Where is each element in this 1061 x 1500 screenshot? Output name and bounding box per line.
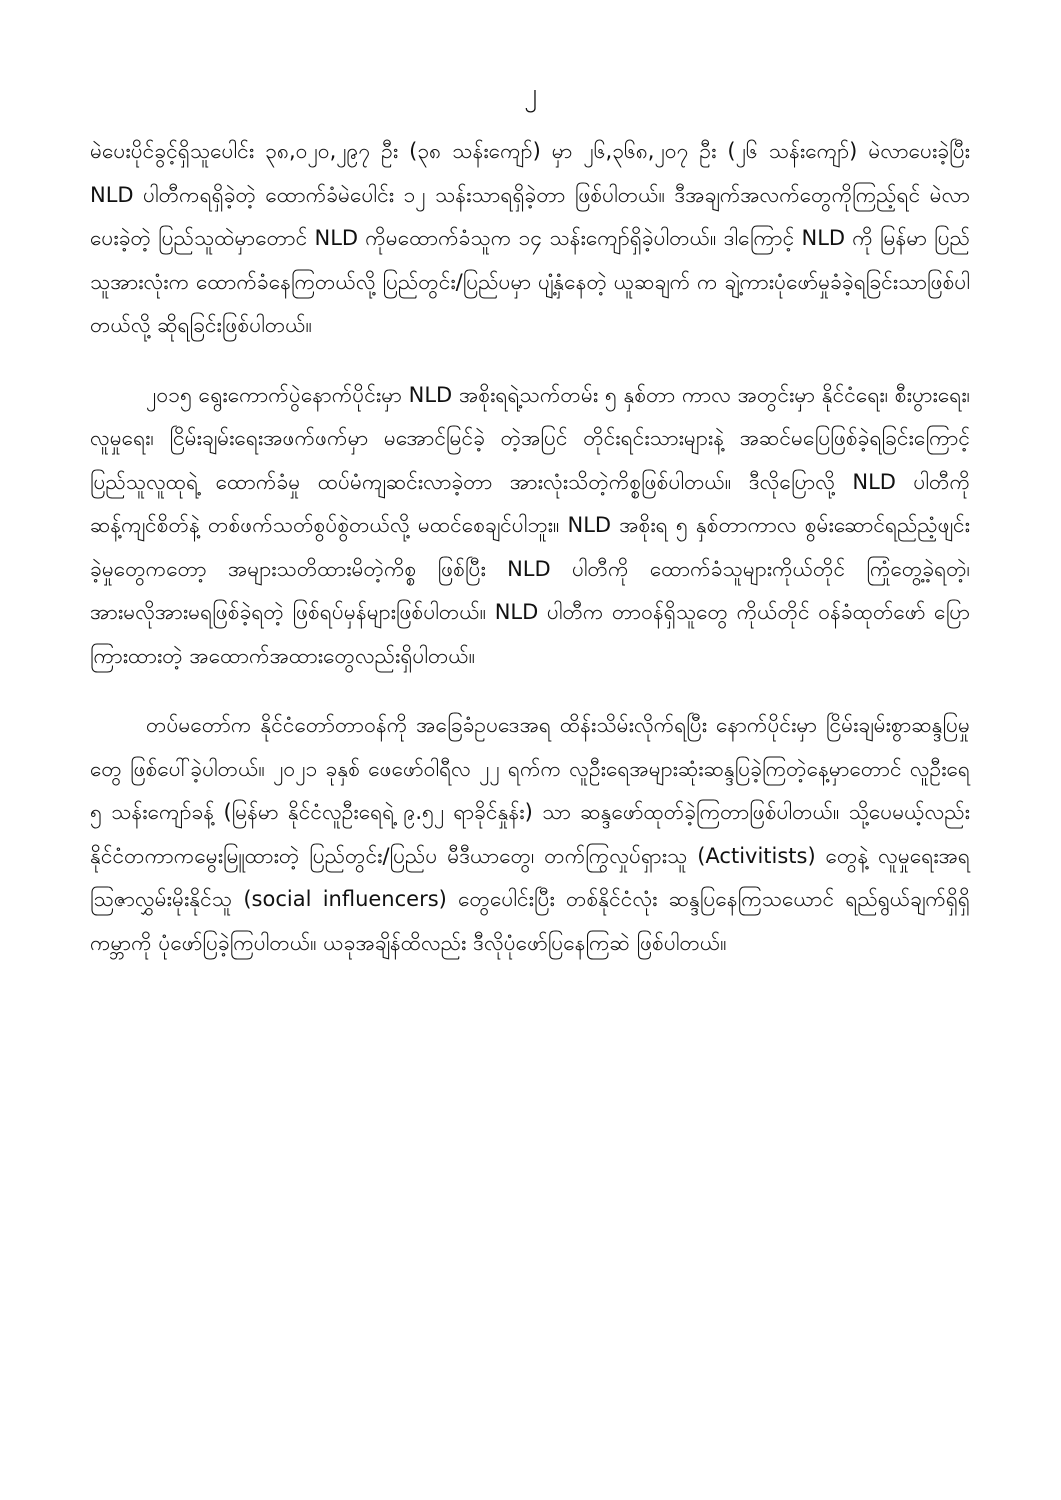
page-number: ၂ (524, 78, 537, 108)
body-text (90, 130, 970, 991)
paragraph-1: မဲပေးပိုင်ခွင့်ရှိသူပေါင်း ၃၈,၀၂၀,၂၉၇ ဦး (၃၈ သန်းကျော်) မှာ ၂၆,၃၆၈,၂၀၇ ဦး (၂၆ သန်းကျော်) မဲလာပေးခဲ့ပြီး NLD ပါတီကရရှိခဲ့တဲ့ ထောက်ခံမဲပေါင်း ၁၂ သန်းသာရရှိခဲ့တာ ဖြစ်ပါတယ်။ ဒီအချက်အလက်တွေကိုကြည့်ရင် မဲလာပေးခဲ့တဲ့ ပြည်သူထဲမှာတောင် NLD ကိုမထောက်ခံသူက ၁၄ သန်းကျော်ရှိခဲ့ပါတယ်။ ဒါကြောင့် NLD ကို မြန်မာ ပြည်သူအားလုံးက ထောက်ခံနေကြတယ်လို့ ပြည်တွင်း/ပြည်ပမှာ ပျံ့နှံနေတဲ့ ယူဆချက် က ချဲ့ကားပုံဖော်မှုခံခဲ့ရခြင်းသာဖြစ်ပါတယ်လို့ ဆိုရခြင်းဖြစ်ပါတယ်။ (90, 139, 970, 337)
paragraph-3: တပ်မတော်က နိုင်ငံတော်တာဝန်ကို အခြေခံဥပဒေအရ ထိန်းသိမ်းလိုက်ရပြီး နောက်ပိုင်းမှာ ငြိမ်းချမ်းစွာဆန္ဒပြမှုတွေ ဖြစ်ပေါ်ခဲ့ပါတယ်။ ၂၀၂၁ ခုနှစ် ဖေဖော်ဝါရီလ ၂၂ ရက်က လူဦးရေအများဆုံးဆန္ဒပြခဲ့ကြတဲ့နေ့မှာတောင် လူဦးရေ ၅ သန်းကျော်ခန့် (မြန်မာ နိုင်ငံလူဦးရေရဲ့ ၉.၅၂ ရာခိုင်နှုန်း) သာ ဆန္ဒဖော်ထုတ်ခဲ့ကြတာဖြစ်ပါတယ်။ သို့ပေမယ့်လည်း နိုင်ငံတကာကမွေးမြူထားတဲ့ ပြည်တွင်း/ပြည်ပ မီဒီယာတွေ၊ တက်ကြွလှုပ်ရှားသူ (Activitists) တွေနဲ့ လူမှုရေးအရသြဇာလွှမ်းမိုးနိုင်သူ (social influencers) တွေပေါင်းပြီး တစ်နိုင်ငံလုံး ဆန္ဒပြနေကြသယောင် ရည်ရွယ်ချက်ရှိရှိ ကမ္ဘာကို ပုံဖော်ပြခဲ့ကြပါတယ်။ ယခုအချိန်ထိလည်း ဒီလိုပုံဖော်ပြနေကြဆဲ ဖြစ်ပါတယ်။ (90, 713, 970, 955)
paragraph-2: ၂၀၁၅ ရွေးကောက်ပွဲနောက်ပိုင်းမှာ NLD အစိုးရရဲ့သက်တမ်း ၅ နှစ်တာ ကာလ အတွင်းမှာ နိုင်ငံရေး၊ စီးပွားရေး၊ လူမှုရေး၊ ငြိမ်းချမ်းရေးအဖက်ဖက်မှာ မအောင်မြင်ခဲ့ တဲ့အပြင် တိုင်းရင်းသားများနဲ့ အဆင်မပြေဖြစ်ခဲ့ရခြင်းကြောင့် ပြည်သူလူထုရဲ့ ထောက်ခံမှု ထပ်မံကျဆင်းလာခဲ့တာ အားလုံးသိတဲ့ကိစ္စဖြစ်ပါတယ်။ ဒီလိုပြောလို့ NLD ပါတီကိုဆန့်ကျင်စိတ်နဲ့ တစ်ဖက်သတ်စွပ်စွဲတယ်လို့ မထင်စေချင်ပါဘူး။ NLD အစိုးရ ၅ နှစ်တာကာလ စွမ်းဆောင်ရည်ညံ့ဖျင်းခဲ့မှုတွေကတော့ အများသတိထားမိတဲ့ကိစ္စ ဖြစ်ပြီး NLD ပါတီကို ထောက်ခံသူများကိုယ်တိုင် ကြုံတွေ့ခဲ့ရတဲ့၊ အားမလိုအားမရဖြစ်ခဲ့ရတဲ့ ဖြစ်ရပ်မှန်များဖြစ်ပါတယ်။ NLD ပါတီက တာဝန်ရှိသူတွေ ကိုယ်တိုင် ဝန်ခံထုတ်ဖော် ပြောကြားထားတဲ့ အထောက်အထားတွေလည်းရှိပါတယ်။ (90, 382, 970, 668)
